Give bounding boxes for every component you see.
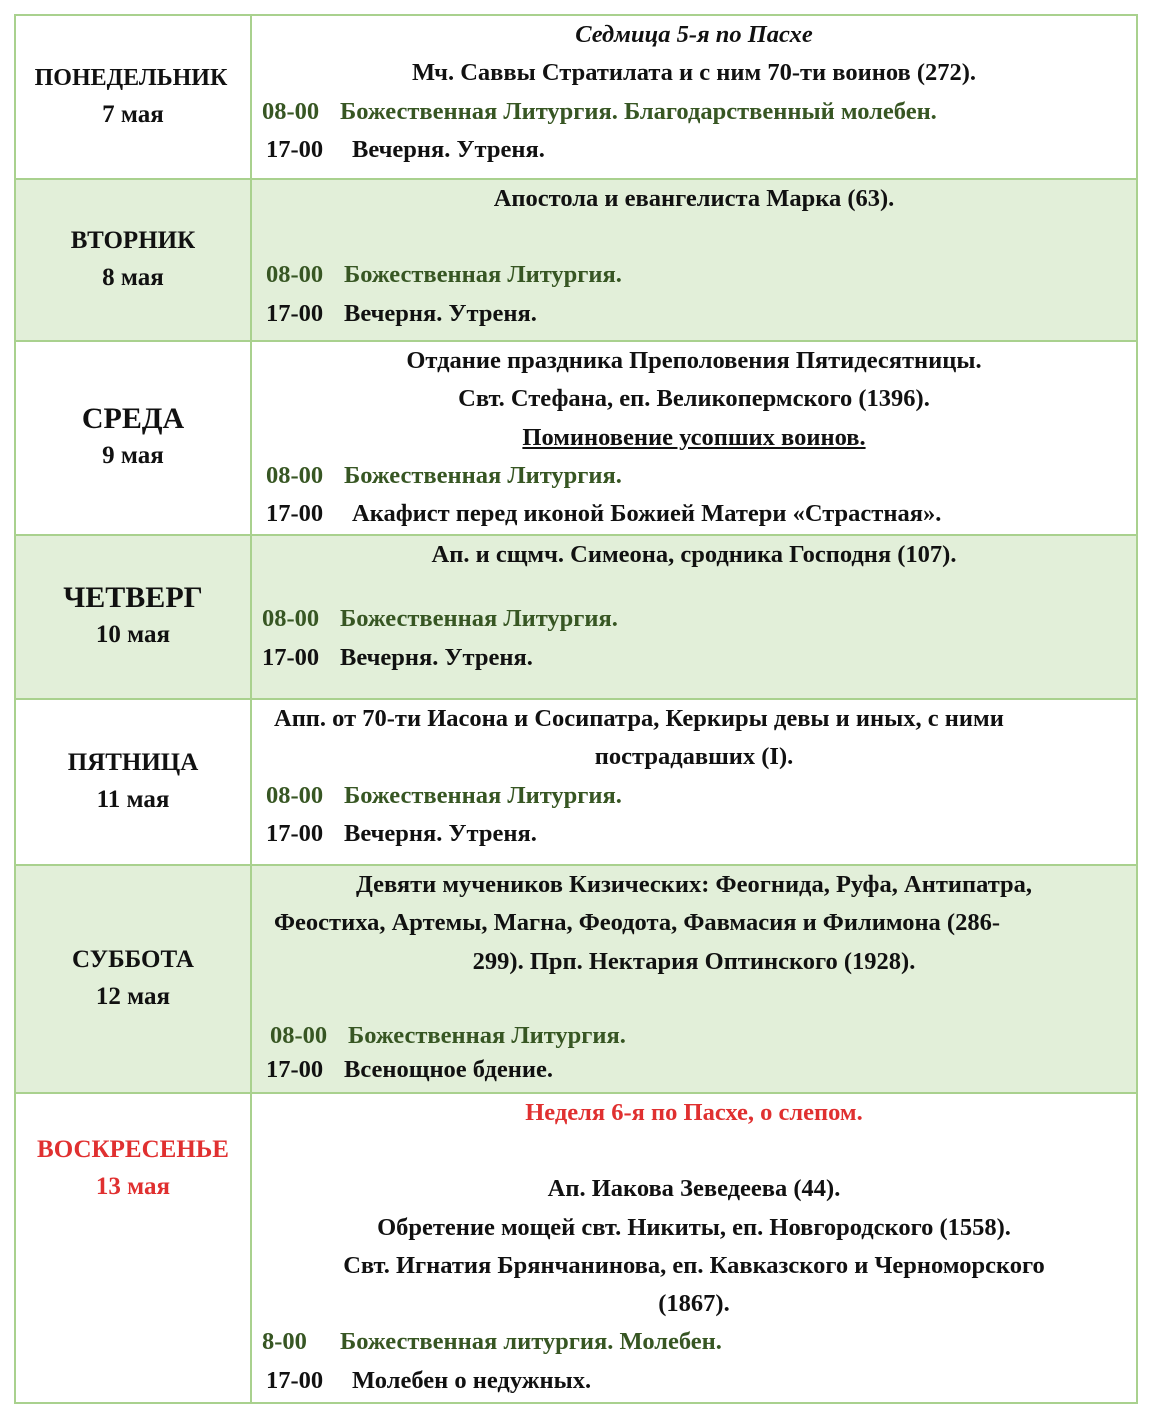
service-text: Вечерня. Утреня.: [340, 643, 533, 671]
service-text: Божественная Литургия. Благодарственный молебен.: [340, 97, 937, 125]
week-title: Седмица 5-я по Пасхе: [575, 21, 813, 48]
day-cell: [15, 341, 251, 535]
saint-line: Свт. Игнатия Брянчанинова, еп. Кавказского и Черноморского: [343, 1251, 1045, 1279]
day-cell: [15, 179, 251, 341]
day-name: СУББОТА: [72, 946, 194, 973]
day-row-thursday: [15, 535, 1137, 699]
day-cell: [15, 865, 251, 1093]
saint-line: пострадавших (I).: [594, 743, 794, 771]
day-row-monday: [15, 15, 1137, 179]
service-text: Божественная Литургия.: [348, 1021, 626, 1049]
service-text: Божественная Литургия.: [344, 461, 622, 489]
saint-line: Отдание праздника Преполовения Пятидесятницы.: [406, 347, 982, 374]
day-cell: [15, 699, 251, 865]
service-line: [252, 1019, 1136, 1053]
service-line: [252, 1362, 1136, 1400]
service-line: [252, 815, 1136, 853]
info-cell: [251, 699, 1137, 865]
service-line: [252, 495, 1136, 533]
saint-line: Свт. Стефана, еп. Великопермского (1396).: [458, 385, 930, 413]
commemoration: Поминовение усопших воинов.: [522, 423, 866, 451]
day-date: 12 мая: [95, 983, 171, 1010]
service-line: [252, 1323, 1136, 1361]
service-text: Божественная литургия. Молебен.: [340, 1328, 722, 1356]
day-date: 13 мая: [95, 1173, 171, 1200]
saint-line: Обретение мощей свт. Никиты, еп. Новгородского (1558).: [377, 1213, 1011, 1241]
service-line: [252, 131, 1136, 169]
saint-line: Ап. Иакова Зеведеева (44).: [547, 1175, 841, 1203]
service-time: 08-00: [266, 461, 324, 489]
feast-title: Неделя 6-я по Пасхе, о слепом.: [525, 1099, 863, 1126]
service-time: 17-00: [262, 643, 320, 671]
service-line: [252, 639, 1136, 677]
day-date: 7 мая: [102, 101, 164, 128]
saint-line: Ап. и сщмч. Симеона, сродника Господня (107).: [431, 541, 957, 568]
saint-line: 299). Прп. Нектария Оптинского (1928).: [472, 947, 916, 975]
service-text: Божественная Литургия.: [344, 261, 622, 289]
service-line: [252, 295, 1136, 333]
saint-line: Мч. Саввы Стратилата и с ним 70-ти воинов (272).: [411, 59, 977, 87]
service-text: Вечерня. Утреня.: [344, 299, 537, 327]
service-time: 17-00: [266, 1366, 324, 1394]
info-cell: [251, 865, 1137, 1093]
day-row-wednesday: [15, 341, 1137, 535]
service-time: 17-00: [266, 500, 324, 528]
saint-line: Девяти мучеников Кизических: Феогнида, Руфа, Антипатра,: [355, 871, 1033, 898]
day-row-tuesday: [15, 179, 1137, 341]
day-name: ВТОРНИК: [70, 227, 196, 254]
day-row-sunday: [15, 1093, 1137, 1403]
info-cell: [251, 535, 1137, 699]
saint-line: Апостола и евангелиста Марка (63).: [493, 185, 895, 212]
day-cell: [15, 15, 251, 179]
service-text: Вечерня. Утреня.: [352, 135, 545, 163]
service-time: 08-00: [262, 605, 320, 633]
schedule-table: [14, 14, 1138, 1404]
day-date: 11 мая: [96, 786, 170, 813]
service-time: 17-00: [266, 819, 324, 847]
service-time: 8-00: [262, 1328, 307, 1356]
saint-line: Апп. от 70-ти Иасона и Сосипатра, Керкиры девы и иных, с ними: [274, 705, 1004, 732]
day-row-friday: [15, 699, 1137, 865]
service-text: Акафист перед иконой Божией Матери «Страстная».: [352, 500, 942, 528]
day-date: 8 мая: [102, 264, 164, 291]
day-name: ПОНЕДЕЛЬНИК: [34, 65, 228, 91]
info-cell: [251, 341, 1137, 535]
service-time: 08-00: [270, 1021, 328, 1049]
service-line: [252, 1053, 1136, 1087]
info-cell: [251, 15, 1137, 179]
day-name: СРЕДА: [81, 402, 185, 435]
saint-line: Феостиха, Артемы, Магна, Феодота, Фавмасия и Филимона (286-: [274, 909, 1001, 937]
service-text: Божественная Литургия.: [344, 781, 622, 809]
service-time: 17-00: [266, 135, 324, 163]
info-cell: [251, 179, 1137, 341]
day-date: 9 мая: [102, 442, 164, 469]
service-line: [252, 457, 1136, 495]
day-name: ВОСКРЕСЕНЬЕ: [37, 1136, 229, 1163]
service-time: 08-00: [266, 781, 324, 809]
service-time: 17-00: [266, 299, 324, 327]
day-row-saturday: [15, 865, 1137, 1093]
service-text: Божественная Литургия.: [340, 605, 618, 633]
service-time: 08-00: [262, 97, 320, 125]
day-cell: [15, 535, 251, 699]
service-line: [252, 256, 1136, 294]
saint-line: (1867).: [658, 1290, 730, 1318]
info-cell: [251, 1093, 1137, 1403]
service-text: Всенощное бдение.: [344, 1055, 553, 1083]
service-text: Вечерня. Утреня.: [344, 819, 537, 847]
day-cell: [15, 1093, 251, 1403]
service-text: Молебен о недужных.: [352, 1366, 592, 1394]
service-line: [252, 600, 1136, 638]
day-name: ПЯТНИЦА: [67, 749, 199, 776]
service-line: [252, 777, 1136, 815]
service-time: 08-00: [266, 261, 324, 289]
service-time: 17-00: [266, 1055, 324, 1083]
day-name: ЧЕТВЕРГ: [63, 581, 203, 614]
service-line: [252, 93, 1136, 131]
day-date: 10 мая: [95, 621, 171, 648]
